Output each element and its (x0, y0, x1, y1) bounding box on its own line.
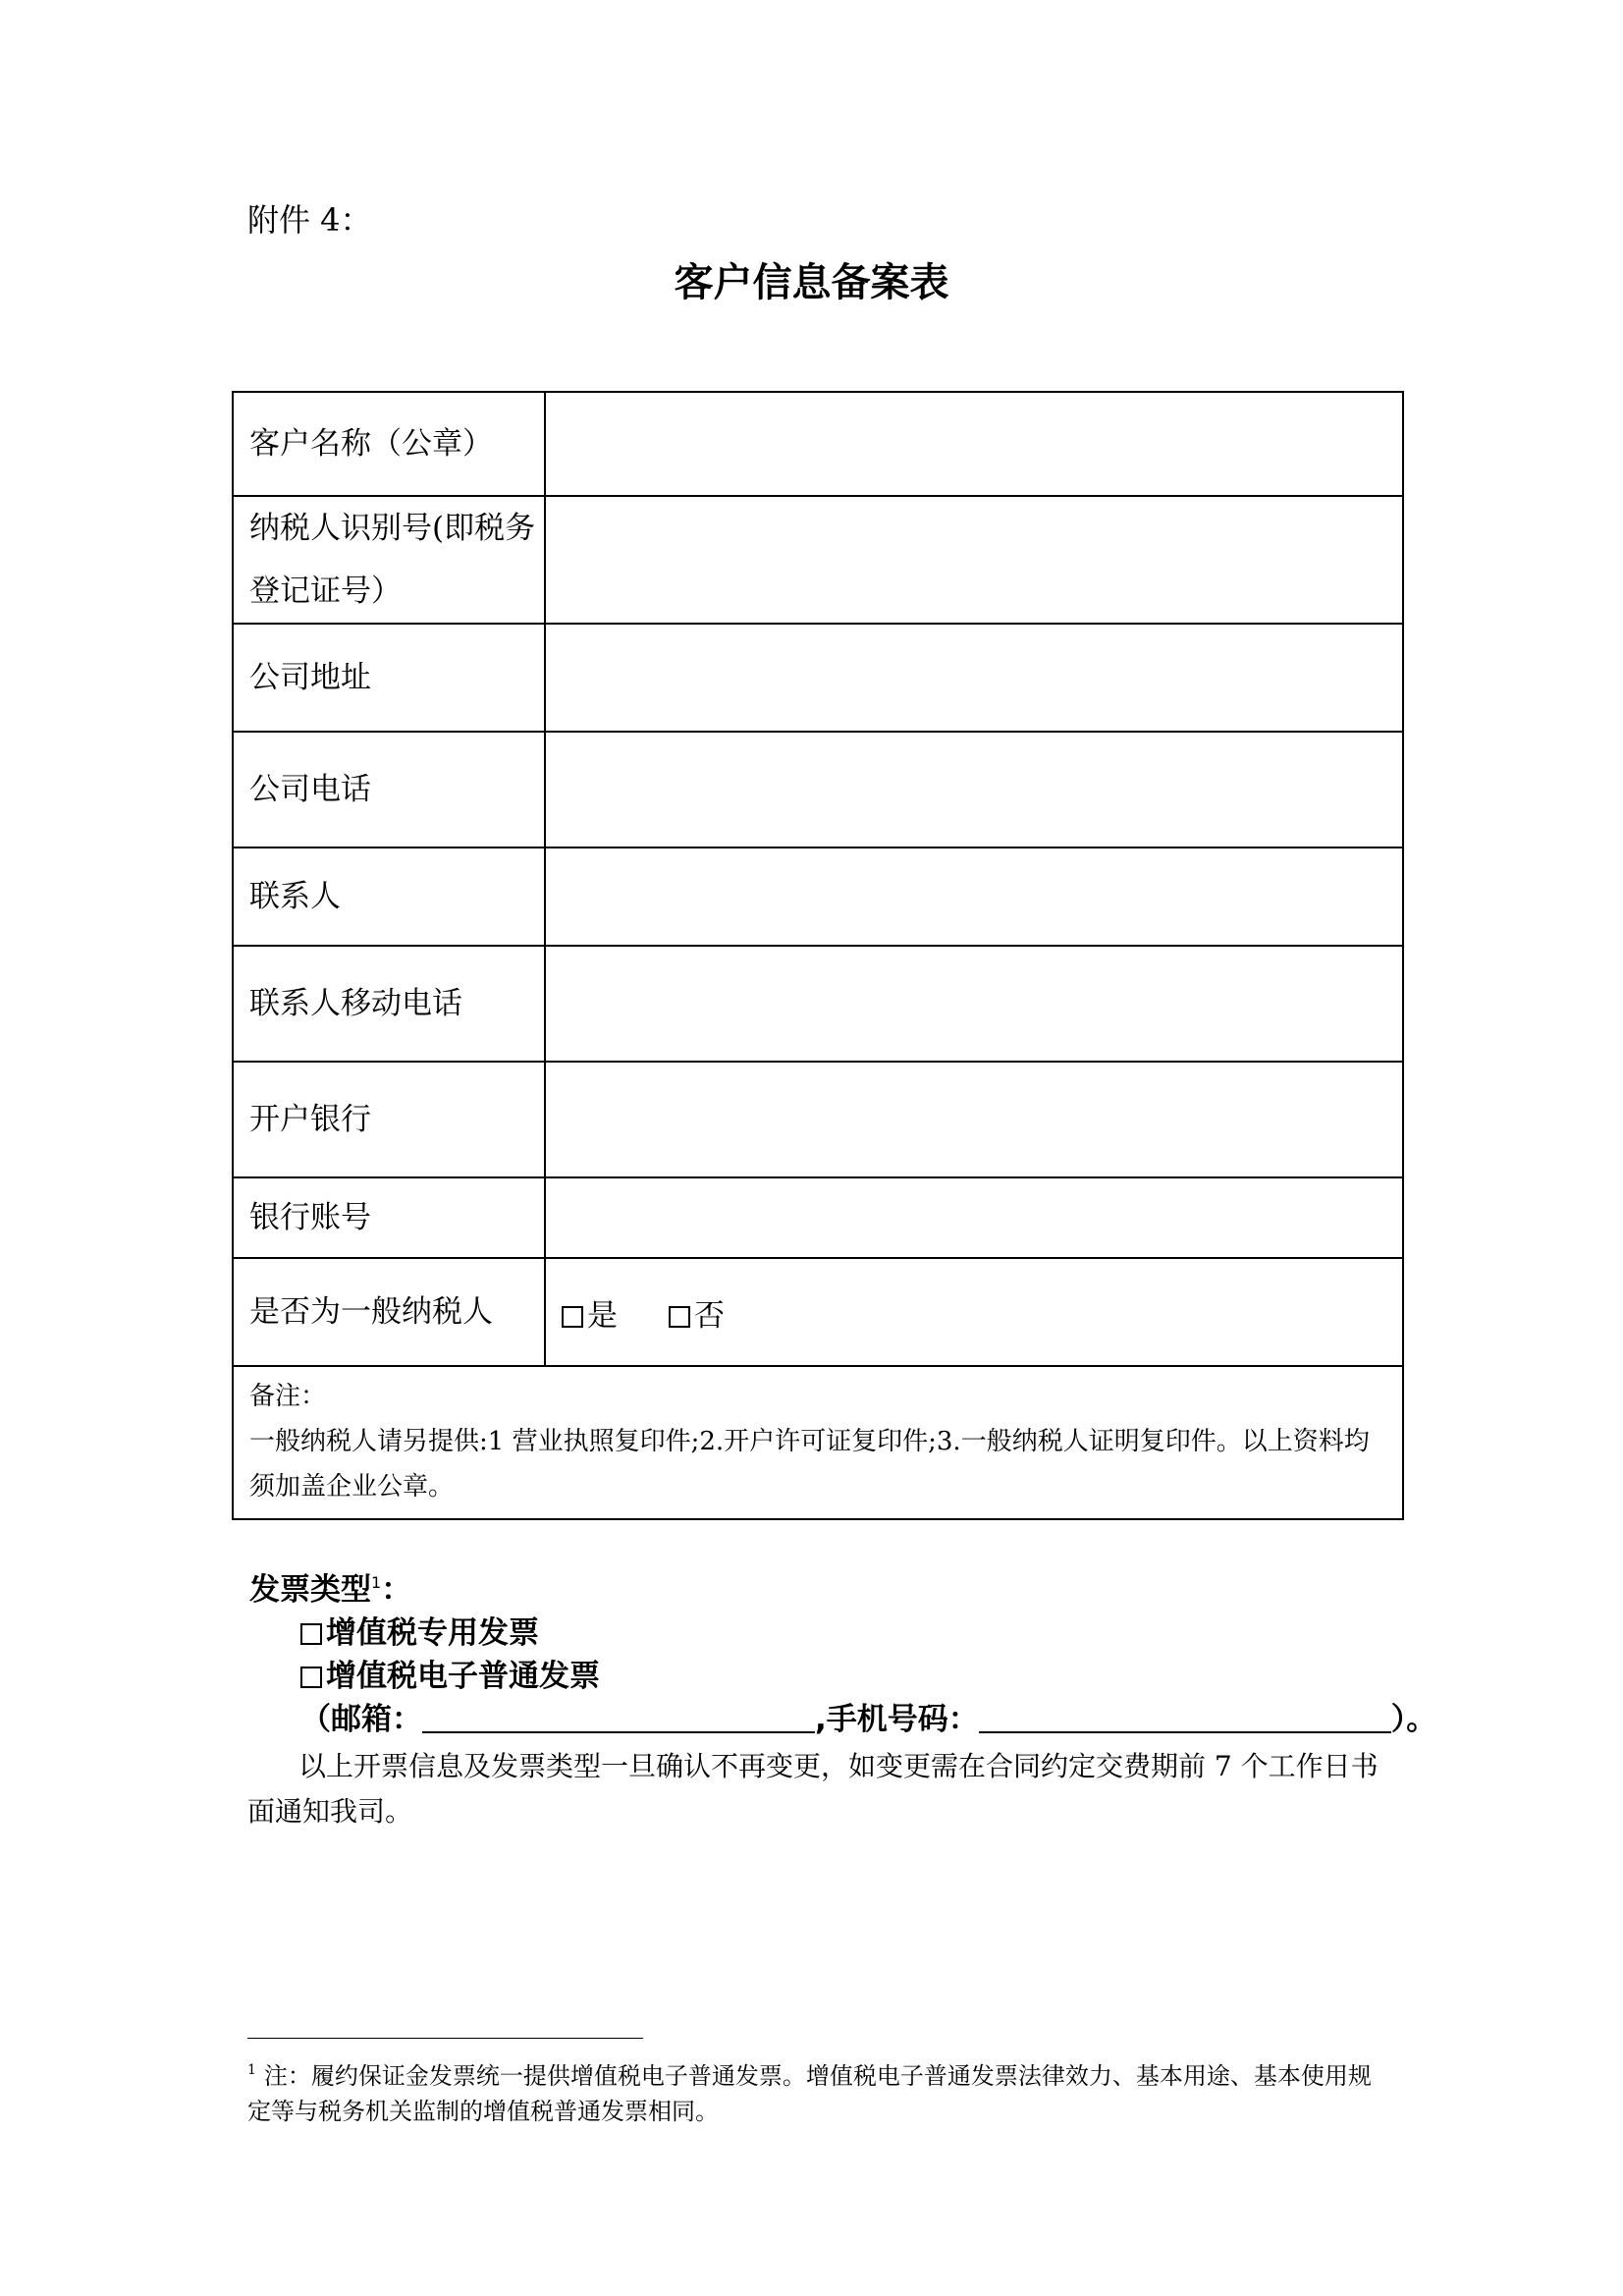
contact-person-label: 联系人 (233, 847, 545, 946)
contact-mobile-field[interactable] (545, 946, 1403, 1062)
table-row (233, 847, 1403, 946)
table-row (233, 732, 1403, 847)
contact-mobile-label: 联系人移动电话 (233, 946, 545, 1062)
company-phone-label: 公司电话 (233, 732, 545, 847)
footnote-text: 注：履约保证金发票统一提供增值税电子普通发票。增值税电子普通发票法律效力、基本用途、基本使用规定等与税务机关监制的增值税普通发票相同。 (247, 2062, 1372, 2125)
table-row (233, 624, 1403, 732)
footnote (247, 2052, 1386, 2129)
checkbox-icon[interactable] (300, 1623, 322, 1645)
company-address-field[interactable] (545, 624, 1403, 732)
table-row (233, 496, 1403, 624)
bank-account-field[interactable] (545, 1177, 1403, 1258)
company-phone-field[interactable] (545, 732, 1403, 847)
notes-cell (233, 1366, 1403, 1519)
taxpayer-id-field[interactable] (545, 496, 1403, 624)
contact-suffix: ）。 (1390, 1702, 1437, 1737)
contact-person-field[interactable] (545, 847, 1403, 946)
footnote-marker: 1 (247, 2062, 256, 2078)
invoice-contact-line (300, 1698, 1437, 1741)
vat-special-invoice-label: 增值税专用发票 (326, 1615, 539, 1651)
general-taxpayer-label: 是否为一般纳税人 (233, 1258, 545, 1366)
phone-prefix: ,手机号码： (815, 1702, 979, 1737)
taxpayer-yes-label: 是 (587, 1297, 618, 1334)
attachment-label: 附件 4： (247, 201, 372, 239)
invoice-type-heading (249, 1561, 1408, 1612)
footnote-divider (247, 2038, 643, 2039)
general-taxpayer-options (545, 1258, 1403, 1366)
checkbox-icon[interactable] (669, 1306, 690, 1328)
invoice-type-label: 发票类型 (249, 1572, 371, 1608)
heading-colon: ： (381, 1572, 412, 1608)
page-title: 客户信息备案表 (674, 260, 949, 305)
bank-account-label: 银行账号 (233, 1177, 545, 1258)
table-row (233, 1366, 1403, 1519)
footnote-reference[interactable]: 1 (371, 1573, 382, 1592)
table-row (233, 1062, 1403, 1177)
taxpayer-id-label: 纳税人识别号(即税务登记证号） (233, 496, 545, 624)
taxpayer-no-option[interactable] (669, 1290, 725, 1335)
checkbox-icon[interactable] (562, 1306, 583, 1328)
customer-name-field[interactable] (545, 392, 1403, 496)
bank-name-field[interactable] (545, 1062, 1403, 1177)
notes-heading: 备注： (249, 1382, 327, 1411)
phone-blank-field[interactable] (979, 1702, 1391, 1733)
notes-text: 一般纳税人请另提供:1 营业执照复印件;2.开户许可证复印件;3.一般纳税人证明复印件。以上资料均须加盖企业公章。 (249, 1427, 1370, 1502)
checkbox-icon[interactable] (300, 1667, 322, 1688)
invoice-type-section (249, 1561, 1437, 1741)
company-address-label: 公司地址 (233, 624, 545, 732)
email-blank-field[interactable] (422, 1702, 815, 1733)
taxpayer-no-label: 否 (694, 1297, 725, 1334)
vat-special-invoice-option[interactable] (300, 1612, 1408, 1655)
table-row (233, 946, 1403, 1062)
taxpayer-yes-option[interactable] (562, 1290, 618, 1335)
confirmation-notice: 以上开票信息及发票类型一旦确认不再变更，如变更需在合同约定交费期前 7 个工作日书面通知我司。 (247, 1750, 1379, 1828)
bank-name-label: 开户银行 (233, 1062, 545, 1177)
table-row (233, 1258, 1403, 1366)
table-row (233, 1177, 1403, 1258)
vat-electronic-invoice-option[interactable] (300, 1655, 1408, 1698)
vat-electronic-invoice-label: 增值税电子普通发票 (326, 1659, 600, 1694)
customer-info-table (232, 391, 1404, 1520)
email-prefix: （邮箱： (300, 1702, 422, 1737)
table-row (233, 392, 1403, 496)
customer-name-label: 客户名称（公章） (233, 392, 545, 496)
